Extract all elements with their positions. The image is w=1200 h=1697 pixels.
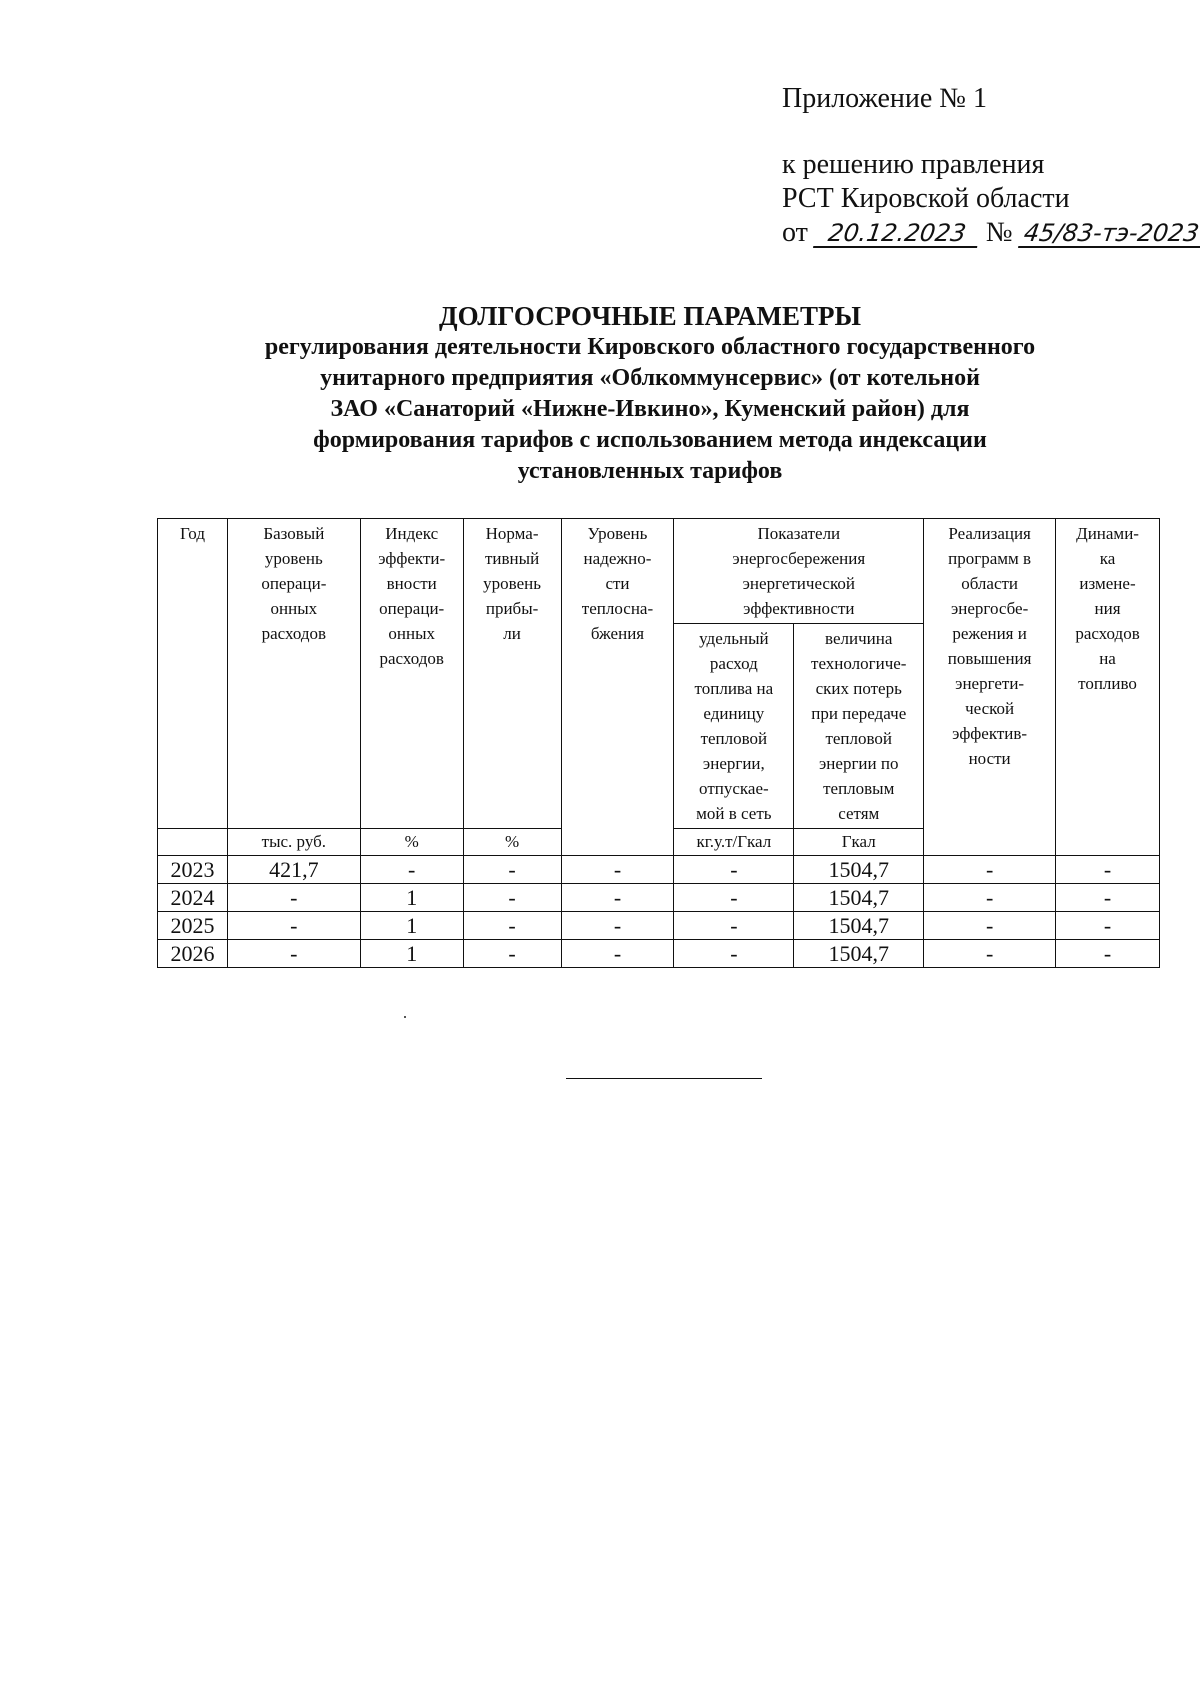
header-line: расходов	[1075, 624, 1140, 643]
cell-base: 421,7	[227, 856, 360, 884]
unit-losses: Гкал	[794, 829, 924, 856]
header-energy-saving	[674, 519, 924, 624]
header-year: Год	[158, 519, 228, 829]
header-line: Базовый	[263, 524, 325, 543]
header-line: Реализация	[948, 524, 1031, 543]
heading-line-5: установленных тарифов	[517, 458, 783, 484]
header-line: области	[961, 574, 1019, 593]
header-line: операци-	[261, 574, 327, 593]
header-line: удельный	[699, 629, 769, 648]
header-line: отпускае-	[699, 779, 769, 798]
header-specific-fuel	[674, 624, 794, 829]
header-line: мой в сеть	[696, 804, 772, 823]
cell-index: 1	[360, 940, 463, 968]
header-line: расходов	[379, 649, 444, 668]
cell-norm: -	[463, 856, 561, 884]
cell-year: 2023	[158, 856, 228, 884]
table-row	[158, 884, 1160, 912]
header-programs	[924, 519, 1056, 856]
heading-line-4: формирования тарифов с использованием метода индексации	[313, 427, 987, 453]
header-line: Динами-	[1076, 524, 1139, 543]
cell-specific: -	[674, 856, 794, 884]
cell-specific: -	[674, 912, 794, 940]
header-line: на	[1099, 649, 1116, 668]
header-line: тепловой	[825, 729, 893, 748]
scan-speck	[404, 1016, 406, 1018]
header-fuel-dynamics	[1056, 519, 1160, 856]
header-line: сти	[605, 574, 630, 593]
number-prefix: №	[985, 217, 1013, 248]
appendix-title: Приложение № 1	[782, 83, 987, 114]
handwritten-number: 45/83-тэ-2023	[1018, 220, 1200, 248]
cell-dynamics: -	[1056, 912, 1160, 940]
header-line: онных	[270, 599, 318, 618]
header-line: ли	[503, 624, 521, 643]
appendix-line-1: к решению правления	[782, 149, 1045, 180]
cell-index: -	[360, 856, 463, 884]
cell-norm: -	[463, 884, 561, 912]
header-line: прибы-	[485, 599, 539, 618]
cell-losses: 1504,7	[794, 912, 924, 940]
header-line: ности	[968, 749, 1011, 768]
heading-line-1: регулирования деятельности Кировского областного государственного	[264, 334, 1036, 360]
cell-specific: -	[674, 940, 794, 968]
document-heading	[150, 300, 1150, 487]
unit-specific: кг.у.т/Гкал	[674, 829, 794, 856]
appendix-line-2: РСТ Кировской области	[782, 183, 1070, 214]
header-line: тепловым	[823, 779, 895, 798]
handwritten-date: 20.12.2023	[813, 220, 981, 248]
header-line: ния	[1094, 599, 1121, 618]
header-line: сетям	[838, 804, 880, 823]
header-line: тивный	[485, 549, 540, 568]
cell-reliability: -	[561, 912, 674, 940]
unit-index: %	[360, 829, 463, 856]
cell-base: -	[227, 912, 360, 940]
cell-losses: 1504,7	[794, 856, 924, 884]
header-line: при передаче	[811, 704, 907, 723]
header-line: энергии по	[819, 754, 899, 773]
cell-reliability: -	[561, 856, 674, 884]
cell-year: 2024	[158, 884, 228, 912]
header-line: ческой	[965, 699, 1015, 718]
cell-programs: -	[924, 940, 1056, 968]
cell-base: -	[227, 940, 360, 968]
date-prefix: от	[782, 217, 808, 248]
header-line: энергии,	[702, 754, 765, 773]
header-line: единицу	[703, 704, 765, 723]
header-line: энергети-	[955, 674, 1025, 693]
header-line: энергосбережения	[732, 549, 866, 568]
cell-reliability: -	[561, 884, 674, 912]
header-efficiency-index	[360, 519, 463, 829]
header-line: режения и	[952, 624, 1027, 643]
header-line: бжения	[590, 624, 645, 643]
appendix-block	[782, 82, 1200, 250]
table-row	[158, 912, 1160, 940]
header-line: измене-	[1079, 574, 1136, 593]
header-line: эффективности	[743, 599, 855, 618]
cell-dynamics: -	[1056, 856, 1160, 884]
header-line: Норма-	[485, 524, 539, 543]
cell-year: 2026	[158, 940, 228, 968]
header-line: эффектив-	[952, 724, 1028, 743]
cell-index: 1	[360, 884, 463, 912]
cell-specific: -	[674, 884, 794, 912]
unit-norm: %	[463, 829, 561, 856]
header-line: уровень	[264, 549, 323, 568]
cell-base: -	[227, 884, 360, 912]
heading-line-2: унитарного предприятия «Облкоммунсервис» (от котельной	[320, 365, 980, 391]
cell-dynamics: -	[1056, 940, 1160, 968]
closing-rule	[566, 1078, 762, 1079]
cell-programs: -	[924, 912, 1056, 940]
header-line: расходов	[261, 624, 327, 643]
cell-programs: -	[924, 884, 1056, 912]
header-line: топлива на	[694, 679, 774, 698]
header-line: повышения	[947, 649, 1032, 668]
header-line: Индекс	[385, 524, 439, 543]
header-line: топливо	[1078, 674, 1137, 693]
unit-base: тыс. руб.	[227, 829, 360, 856]
table-row	[158, 940, 1160, 968]
header-base-level	[227, 519, 360, 829]
cell-index: 1	[360, 912, 463, 940]
header-line: надежно-	[583, 549, 652, 568]
header-line: Уровень	[587, 524, 648, 543]
cell-year: 2025	[158, 912, 228, 940]
header-line: ка	[1099, 549, 1116, 568]
table-row	[158, 856, 1160, 884]
cell-losses: 1504,7	[794, 884, 924, 912]
header-line: теплосна-	[581, 599, 654, 618]
appendix-date-line	[782, 216, 1200, 250]
header-line: величина	[825, 629, 893, 648]
header-line: программ в	[948, 549, 1032, 568]
cell-losses: 1504,7	[794, 940, 924, 968]
parameters-table	[157, 518, 1160, 968]
header-normative-profit	[463, 519, 561, 829]
header-reliability	[561, 519, 674, 856]
header-line: энергетической	[742, 574, 855, 593]
header-line: технологиче-	[811, 654, 907, 673]
header-line: расход	[709, 654, 758, 673]
header-line: ских потерь	[815, 679, 902, 698]
cell-dynamics: -	[1056, 884, 1160, 912]
header-heat-losses	[794, 624, 924, 829]
cell-norm: -	[463, 912, 561, 940]
unit-year	[158, 829, 228, 856]
header-line: операци-	[379, 599, 445, 618]
header-line: уровень	[483, 574, 541, 593]
header-line: энергосбе-	[950, 599, 1029, 618]
heading-line-3: ЗАО «Санаторий «Нижне-Ивкино», Куменский район) для	[330, 396, 970, 422]
header-line: онных	[388, 624, 435, 643]
header-line: вности	[386, 574, 437, 593]
heading-title: ДОЛГОСРОЧНЫЕ ПАРАМЕТРЫ	[439, 301, 861, 331]
header-line: тепловой	[700, 729, 768, 748]
header-line: Показатели	[757, 524, 841, 543]
header-line: эффекти-	[378, 549, 446, 568]
cell-norm: -	[463, 940, 561, 968]
cell-reliability: -	[561, 940, 674, 968]
cell-programs: -	[924, 856, 1056, 884]
